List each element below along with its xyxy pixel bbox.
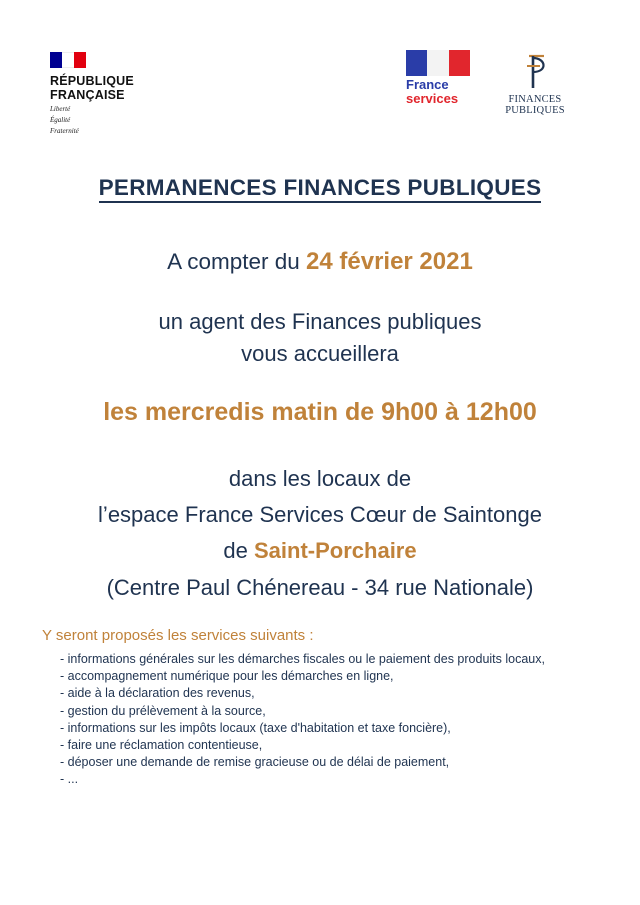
republique-francaise-logo xyxy=(50,52,160,135)
finances-publiques-emblem-icon xyxy=(520,50,550,92)
rf-name-line1: RÉPUBLIQUE xyxy=(50,74,134,88)
france-services-logo xyxy=(406,50,474,106)
location-line-2: l’espace France Services Cœur de Saintonge xyxy=(98,502,542,527)
france-services-line2: services xyxy=(406,91,459,106)
location-address: (Centre Paul Chénereau - 34 rue Nationale) xyxy=(106,575,534,600)
list-item: - gestion du prélèvement à la source, xyxy=(60,703,600,720)
france-services-line1: France xyxy=(406,77,449,92)
list-item: - informations générales sur les démarches fiscales ou le paiement des produits locaux, xyxy=(60,651,600,668)
marianne-flag-icon xyxy=(50,52,86,68)
page-title-text: PERMANENCES FINANCES PUBLIQUES xyxy=(99,175,542,203)
rf-motto-fraternite: Fraternité xyxy=(50,127,79,135)
location-prefix: de xyxy=(223,538,248,563)
start-date-prefix: A compter du xyxy=(167,249,300,274)
finances-publiques-label: FINANCES PUBLIQUES xyxy=(505,94,565,116)
agent-line-2: vous accueillera xyxy=(241,341,399,366)
location-line-3 xyxy=(0,538,640,564)
location-town: Saint-Porchaire xyxy=(254,538,417,563)
list-item: - aide à la déclaration des revenus, xyxy=(60,685,600,702)
list-item: - déposer une demande de remise gracieuse ou de délai de paiement, xyxy=(60,754,600,771)
start-date-value: 24 février 2021 xyxy=(306,248,473,275)
services-list xyxy=(60,651,600,789)
schedule-line: les mercredis matin de 9h00 à 12h00 xyxy=(103,398,537,426)
list-item: - informations sur les impôts locaux (taxe d'habitation et taxe foncière), xyxy=(60,720,600,737)
rf-motto-egalite: Égalité xyxy=(50,116,71,124)
page-title xyxy=(0,175,640,201)
services-title: Y seront proposés les services suivants : xyxy=(42,627,314,644)
france-services-flag-icon xyxy=(406,50,470,76)
start-date-line xyxy=(0,248,640,276)
list-item: - ... xyxy=(60,771,600,788)
location-line-1: dans les locaux de xyxy=(228,466,412,491)
agent-line-1: un agent des Finances publiques xyxy=(158,309,482,334)
list-item: - faire une réclamation contentieuse, xyxy=(60,737,600,754)
rf-name-line2: FRANÇAISE xyxy=(50,88,125,102)
finances-publiques-logo xyxy=(480,50,590,116)
rf-motto-liberte: Liberté xyxy=(50,105,71,113)
list-item: - accompagnement numérique pour les démarches en ligne, xyxy=(60,668,600,685)
